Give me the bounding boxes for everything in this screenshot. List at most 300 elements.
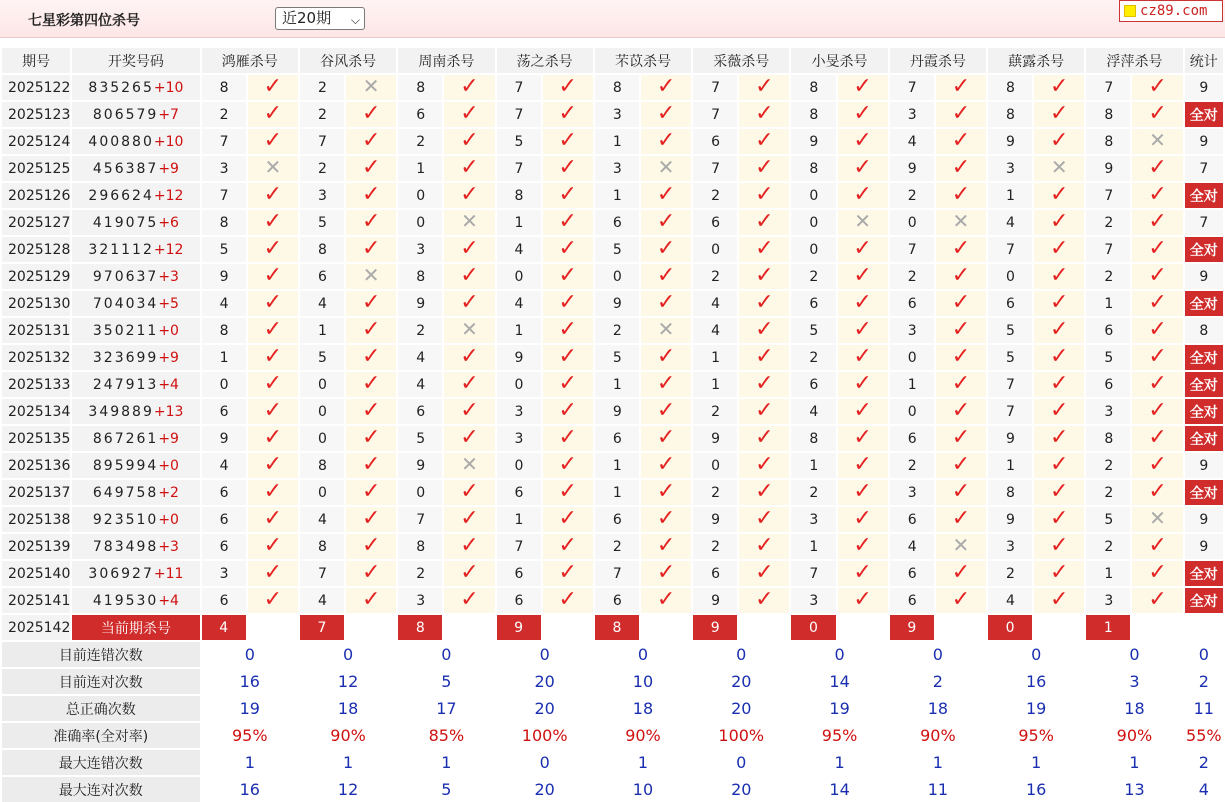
col-expert: 丹霞杀号: [889, 47, 987, 74]
kill-number: 8: [790, 101, 836, 128]
kill-number: 8: [790, 74, 836, 101]
check-icon: ✓: [263, 424, 283, 450]
summary-value: 90%: [594, 722, 692, 749]
check-icon: ✓: [853, 397, 872, 423]
kill-number: 6: [496, 560, 542, 587]
check-icon: ✓: [853, 154, 872, 180]
draw-cell: [71, 101, 200, 128]
issue-cell: 2025127: [1, 209, 71, 236]
kill-number: 8: [201, 209, 247, 236]
result-cell: [247, 263, 299, 290]
result-cell: [837, 371, 889, 398]
check-icon: ✓: [951, 289, 971, 315]
check-icon: ✓: [263, 73, 283, 99]
result-cell: [1131, 587, 1183, 614]
check-icon: ✓: [361, 316, 381, 342]
kill-number: 2: [299, 155, 345, 182]
table-row: [1, 236, 1224, 263]
kill-number: 0: [201, 371, 247, 398]
check-icon: ✓: [656, 559, 676, 585]
check-icon: ✓: [1148, 559, 1167, 585]
check-icon: ✓: [853, 235, 872, 261]
kill-number: 6: [790, 290, 836, 317]
result-cell: [1131, 533, 1183, 560]
draw-sum: +9: [158, 349, 179, 366]
summary-value: 17: [397, 695, 495, 722]
check-icon: ✓: [755, 73, 774, 99]
stat-cell: 全对: [1184, 182, 1224, 209]
kill-number: 2: [594, 533, 640, 560]
kill-number: 4: [201, 290, 247, 317]
summary-value: 16: [201, 668, 299, 695]
kill-number: 2: [692, 398, 738, 425]
stat-cell: 全对: [1184, 290, 1224, 317]
table-row: [1, 263, 1224, 290]
result-cell: [738, 398, 790, 425]
result-cell: [247, 317, 299, 344]
check-icon: ✓: [263, 532, 283, 558]
issue-cell: 2025137: [1, 479, 71, 506]
kill-number: 6: [889, 425, 935, 452]
issue-cell: 2025136: [1, 452, 71, 479]
issue-cell: 2025140: [1, 560, 71, 587]
kill-number: 8: [1085, 425, 1131, 452]
result-cell: [247, 290, 299, 317]
check-icon: ✓: [656, 424, 676, 450]
draw-sum: +6: [158, 214, 179, 231]
result-cell: [640, 290, 692, 317]
kill-number: 0: [496, 452, 542, 479]
current-issue: 2025142: [1, 614, 71, 641]
summary-value: 0: [299, 641, 397, 668]
table-row: [1, 452, 1224, 479]
result-cell: [443, 452, 495, 479]
draw-sum: +12: [153, 187, 184, 204]
result-cell: [247, 587, 299, 614]
cross-icon: ✕: [461, 452, 478, 476]
current-kill-number: 0: [987, 614, 1033, 641]
check-icon: ✓: [361, 478, 381, 504]
check-icon: ✓: [1148, 316, 1167, 342]
result-cell: [247, 398, 299, 425]
result-cell: [1033, 182, 1085, 209]
issue-cell: 2025141: [1, 587, 71, 614]
kill-number: 2: [692, 479, 738, 506]
stat-cell: 9: [1184, 452, 1224, 479]
kill-number: 7: [496, 155, 542, 182]
top-bar: [0, 0, 1225, 38]
check-icon: ✓: [361, 559, 381, 585]
current-kill-number: 7: [299, 614, 345, 641]
draw-cell: [71, 587, 200, 614]
kill-number: 6: [201, 533, 247, 560]
check-icon: ✓: [558, 100, 577, 126]
blank-cell: [935, 614, 987, 641]
kill-number: 7: [496, 533, 542, 560]
check-icon: ✓: [755, 370, 774, 396]
draw-cell: [71, 425, 200, 452]
summary-stat: 0: [1184, 641, 1224, 668]
result-cell: [345, 479, 397, 506]
summary-value: 14: [790, 776, 888, 802]
result-cell: [1131, 101, 1183, 128]
check-icon: ✓: [1148, 370, 1167, 396]
result-cell: [837, 425, 889, 452]
result-cell: [837, 74, 889, 101]
check-icon: ✓: [656, 532, 676, 558]
result-cell: [443, 182, 495, 209]
result-cell: [935, 74, 987, 101]
stat-cell: 9: [1184, 128, 1224, 155]
draw-sum: +12: [153, 241, 184, 258]
kill-number: 5: [1085, 506, 1131, 533]
kill-number: 7: [299, 128, 345, 155]
kill-number: 8: [299, 533, 345, 560]
result-cell: [837, 182, 889, 209]
brand-text: cz89.com: [1140, 3, 1208, 19]
kill-number: 7: [987, 398, 1033, 425]
cross-icon: ✕: [362, 263, 380, 287]
result-cell: [1131, 371, 1183, 398]
check-icon: ✓: [460, 397, 479, 423]
check-icon: ✓: [558, 127, 577, 153]
check-icon: ✓: [656, 235, 676, 261]
kill-number: 6: [1085, 371, 1131, 398]
stat-cell: 全对: [1184, 398, 1224, 425]
summary-value: 19: [201, 695, 299, 722]
result-cell: [640, 155, 692, 182]
kill-number: 4: [299, 290, 345, 317]
kill-number: 0: [397, 182, 443, 209]
result-cell: [935, 371, 987, 398]
summary-value: 90%: [299, 722, 397, 749]
summary-value: 16: [987, 776, 1085, 802]
col-expert: 采薇杀号: [692, 47, 790, 74]
stat-cell: 全对: [1184, 371, 1224, 398]
kill-number: 0: [299, 425, 345, 452]
kill-number: 1: [594, 128, 640, 155]
summary-value: 0: [1085, 641, 1183, 668]
summary-label: 最大连错次数: [1, 749, 201, 776]
check-icon: ✓: [1050, 100, 1069, 126]
result-cell: [738, 533, 790, 560]
kill-number: 0: [299, 479, 345, 506]
check-icon: ✓: [656, 370, 676, 396]
kill-number: 7: [1085, 74, 1131, 101]
check-icon: ✓: [361, 505, 381, 531]
result-cell: [345, 74, 397, 101]
cross-icon: ✕: [657, 317, 675, 341]
issue-cell: 2025123: [1, 101, 71, 128]
col-expert: 浮萍杀号: [1085, 47, 1183, 74]
kill-number: 0: [496, 263, 542, 290]
kill-number: 0: [299, 398, 345, 425]
kill-number: 0: [790, 182, 836, 209]
result-cell: [935, 506, 987, 533]
draw-sum: +11: [153, 565, 184, 582]
draw-sum: +10: [153, 79, 184, 96]
check-icon: ✓: [263, 586, 283, 612]
result-cell: [542, 209, 594, 236]
result-cell: [640, 128, 692, 155]
draw-numbers: 783498: [92, 538, 159, 555]
result-cell: [935, 263, 987, 290]
check-icon: ✓: [755, 208, 774, 234]
summary-value: 12: [299, 776, 397, 802]
kill-number: 2: [397, 128, 443, 155]
check-icon: ✓: [1050, 451, 1069, 477]
result-cell: [935, 209, 987, 236]
kill-number: 1: [201, 344, 247, 371]
result-cell: [443, 479, 495, 506]
draw-numbers: 306927: [88, 565, 154, 582]
result-cell: [738, 128, 790, 155]
summary-row: [1, 668, 1224, 695]
kill-number: 1: [397, 155, 443, 182]
kill-number: 9: [594, 398, 640, 425]
check-icon: ✓: [460, 424, 479, 450]
draw-sum: +9: [158, 160, 179, 177]
check-icon: ✓: [1148, 235, 1167, 261]
check-icon: ✓: [1148, 478, 1167, 504]
check-icon: ✓: [755, 343, 774, 369]
cross-icon: ✕: [1050, 155, 1068, 179]
draw-cell: [71, 317, 200, 344]
period-select[interactable]: [275, 7, 365, 30]
summary-value: 1: [299, 749, 397, 776]
check-icon: ✓: [460, 181, 479, 207]
kill-number: 0: [594, 263, 640, 290]
stat-cell: 全对: [1184, 425, 1224, 452]
check-icon: ✓: [755, 505, 774, 531]
result-cell: [1033, 398, 1085, 425]
blank-cell: [640, 614, 692, 641]
table-row: [1, 587, 1224, 614]
result-cell: [935, 155, 987, 182]
check-icon: ✓: [951, 100, 971, 126]
kill-number: 1: [496, 317, 542, 344]
summary-value: 1: [889, 749, 987, 776]
result-cell: [443, 155, 495, 182]
kill-number: 6: [692, 209, 738, 236]
kill-number: 2: [1085, 263, 1131, 290]
summary-value: 20: [692, 776, 790, 802]
draw-numbers: 970637: [92, 268, 159, 285]
col-expert: 周南杀号: [397, 47, 495, 74]
check-icon: ✓: [755, 154, 774, 180]
blank-cell: [1131, 614, 1183, 641]
result-cell: [247, 479, 299, 506]
draw-numbers: 296624: [88, 187, 154, 204]
summary-value: 1: [201, 749, 299, 776]
kill-number: 3: [889, 317, 935, 344]
kill-number: 1: [1085, 290, 1131, 317]
summary-value: 0: [692, 641, 790, 668]
result-cell: [640, 101, 692, 128]
blank-cell: [247, 614, 299, 641]
check-icon: ✓: [951, 343, 971, 369]
result-cell: [640, 182, 692, 209]
table-row: [1, 506, 1224, 533]
stat-cell: 9: [1184, 74, 1224, 101]
check-icon: ✓: [755, 100, 774, 126]
check-icon: ✓: [1050, 586, 1069, 612]
check-icon: ✓: [460, 505, 479, 531]
kill-number: 2: [1085, 452, 1131, 479]
check-icon: ✓: [1050, 532, 1069, 558]
check-icon: ✓: [853, 532, 872, 558]
draw-sum: +9: [158, 430, 179, 447]
kill-number: 4: [987, 209, 1033, 236]
cross-icon: ✕: [264, 155, 282, 179]
check-icon: ✓: [460, 289, 479, 315]
summary-value: 10: [594, 668, 692, 695]
result-cell: [837, 587, 889, 614]
check-icon: ✓: [263, 127, 283, 153]
check-icon: ✓: [263, 397, 283, 423]
summary-value: 0: [889, 641, 987, 668]
result-cell: [542, 506, 594, 533]
stat-cell: 全对: [1184, 587, 1224, 614]
check-icon: ✓: [558, 559, 577, 585]
col-expert: 小旻杀号: [790, 47, 888, 74]
result-cell: [247, 506, 299, 533]
result-cell: [640, 452, 692, 479]
result-cell: [247, 101, 299, 128]
kill-number: 3: [299, 182, 345, 209]
draw-cell: [71, 452, 200, 479]
check-icon: ✓: [853, 343, 872, 369]
check-icon: ✓: [460, 343, 479, 369]
check-icon: ✓: [460, 478, 479, 504]
kill-number: 9: [397, 290, 443, 317]
check-icon: ✓: [558, 181, 577, 207]
blank-cell: [443, 614, 495, 641]
kill-number: 9: [201, 263, 247, 290]
kill-number: 4: [201, 452, 247, 479]
blank-cell: [1033, 614, 1085, 641]
result-cell: [837, 290, 889, 317]
result-cell: [837, 128, 889, 155]
result-cell: [542, 290, 594, 317]
check-icon: ✓: [460, 532, 479, 558]
summary-value: 20: [692, 695, 790, 722]
check-icon: ✓: [951, 262, 971, 288]
result-cell: [443, 344, 495, 371]
kill-number: 8: [201, 317, 247, 344]
check-icon: ✓: [656, 478, 676, 504]
summary-value: 95%: [790, 722, 888, 749]
result-cell: [935, 344, 987, 371]
stat-cell: 全对: [1184, 344, 1224, 371]
period-select-value: 近20期: [282, 9, 332, 27]
check-icon: ✓: [853, 262, 872, 288]
kill-number: 8: [1085, 128, 1131, 155]
cross-icon: ✕: [362, 74, 380, 98]
result-cell: [935, 128, 987, 155]
brand-link[interactable]: [1119, 0, 1223, 22]
draw-cell: [71, 209, 200, 236]
result-cell: [1033, 263, 1085, 290]
draw-cell: [71, 263, 200, 290]
result-cell: [1131, 344, 1183, 371]
kill-number: 6: [692, 128, 738, 155]
result-cell: [247, 560, 299, 587]
result-cell: [640, 560, 692, 587]
kill-number: 6: [594, 425, 640, 452]
kill-number: 6: [397, 101, 443, 128]
check-icon: ✓: [263, 316, 283, 342]
kill-number: 9: [594, 290, 640, 317]
result-cell: [542, 425, 594, 452]
kill-number: 4: [496, 236, 542, 263]
draw-numbers: 835265: [88, 79, 154, 96]
result-cell: [837, 101, 889, 128]
result-cell: [247, 236, 299, 263]
kill-number: 7: [496, 74, 542, 101]
check-icon: ✓: [1050, 181, 1069, 207]
col-expert: 芣苡杀号: [594, 47, 692, 74]
check-icon: ✓: [460, 127, 479, 153]
blank-cell: [837, 614, 889, 641]
result-cell: [837, 344, 889, 371]
result-cell: [542, 101, 594, 128]
draw-sum: +7: [158, 106, 179, 123]
kill-number: 3: [889, 479, 935, 506]
kill-number: 5: [1085, 344, 1131, 371]
result-cell: [247, 74, 299, 101]
check-icon: ✓: [1050, 289, 1069, 315]
stat-cell: 9: [1184, 506, 1224, 533]
summary-value: 90%: [1085, 722, 1183, 749]
summary-value: 13: [1085, 776, 1183, 802]
kill-number: 8: [299, 452, 345, 479]
kill-number: 4: [692, 290, 738, 317]
kill-number: 9: [790, 128, 836, 155]
table-row: [1, 560, 1224, 587]
result-cell: [443, 236, 495, 263]
kill-number: 9: [1085, 155, 1131, 182]
check-icon: ✓: [361, 397, 381, 423]
summary-value: 18: [889, 695, 987, 722]
current-kill-number: 8: [397, 614, 443, 641]
summary-label: 总正确次数: [1, 695, 201, 722]
check-icon: ✓: [1050, 316, 1069, 342]
stat-cell: 7: [1184, 209, 1224, 236]
summary-value: 5: [397, 668, 495, 695]
check-icon: ✓: [853, 73, 872, 99]
result-cell: [1131, 560, 1183, 587]
kill-number: 2: [299, 101, 345, 128]
summary-value: 90%: [889, 722, 987, 749]
result-cell: [542, 263, 594, 290]
check-icon: ✓: [558, 586, 577, 612]
check-icon: ✓: [853, 451, 872, 477]
current-kill-number: 9: [692, 614, 738, 641]
result-cell: [640, 533, 692, 560]
draw-sum: +10: [153, 133, 184, 150]
result-cell: [443, 290, 495, 317]
summary-value: 1: [397, 749, 495, 776]
summary-value: 0: [397, 641, 495, 668]
kill-number: 4: [987, 587, 1033, 614]
result-cell: [640, 479, 692, 506]
table-row: [1, 128, 1224, 155]
kill-number: 6: [201, 398, 247, 425]
kill-number: 7: [299, 560, 345, 587]
issue-cell: 2025129: [1, 263, 71, 290]
issue-cell: 2025135: [1, 425, 71, 452]
